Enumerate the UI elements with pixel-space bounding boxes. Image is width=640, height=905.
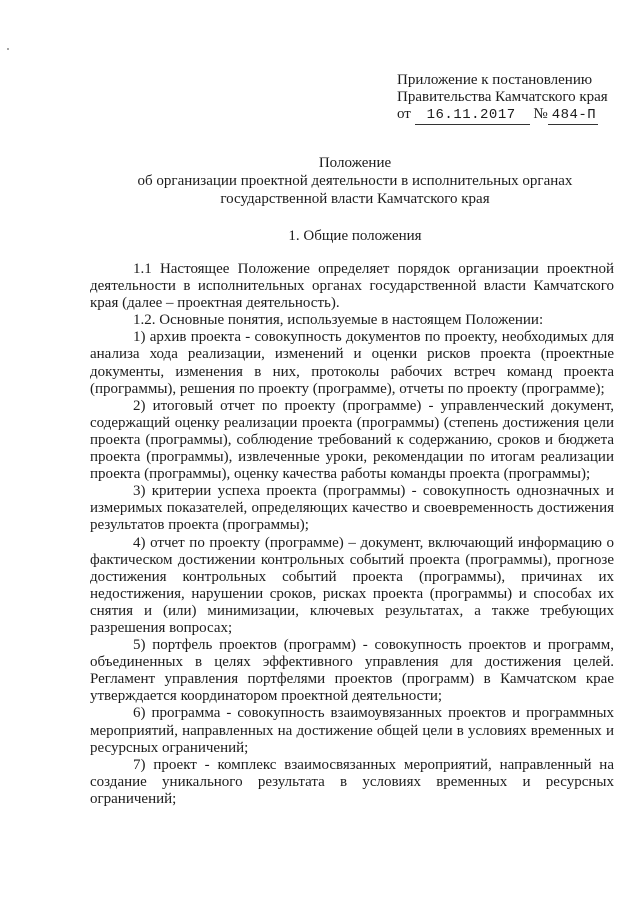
number-prefix: № <box>533 106 548 122</box>
definition-1: 1) архив проекта - совокупность документов по проекту, необходимых для анализа хода реализации, изменений и оценки рисков проекта (проектные документы, изменения в них, протоколы рабочих встреч команд проекта (программы), решения по проекту (программе), отчеты по проекту (программе); <box>90 329 614 397</box>
section-heading: 1. Общие положения <box>288 228 422 244</box>
definition-3: 3) критерии успеха проекта (программы) - совокупность однозначных и измеримых показателей, определяющих качество и своевременность достижения результатов проекта (программы); <box>90 483 614 534</box>
appendix-date-line <box>397 106 627 125</box>
appendix-line-2: Правительства Камчатского края <box>397 89 608 105</box>
paragraph-1-1: 1.1 Настоящее Положение определяет порядок организации проектной деятельности в исполнительных органах государственной власти Камчатского края (далее – проектная деятельность). <box>90 261 614 312</box>
document-body <box>90 261 614 808</box>
title-line-1: Положение <box>318 155 392 171</box>
definition-6: 6) программа - совокупность взаимоувязанных проектов и программных мероприятий, направленных на достижение общей цели в условиях временных и ресурсных ограничений; <box>90 705 614 756</box>
title-line-3: государственной власти Камчатского края <box>220 191 490 207</box>
definition-2: 2) итоговый отчет по проекту (программе) - управленческий документ, содержащий оценку реализации проекта (программы) (степень достижения цели проекта (программы), соблюдение требований к содержанию, сроков и бюджета проекта (программы), извлеченные уроки, рекомендации по итогам реализации проекта (программы), оценку качества работы команды проекта (программы); <box>90 397 614 483</box>
title-line-2: об организации проектной деятельности в исполнительных органах <box>137 173 573 189</box>
scan-speck <box>7 48 9 50</box>
definition-4: 4) отчет по проекту (программе) – документ, включающий информацию о фактическом достижении контрольных событий проекта (программы), прогнозе достижения контрольных событий проекта (программы), причинах их недостижения, нарушении сроков, рисках проекта (программы) и способах их снятия и (или) минимизации, ключевых результатах, а также требующих разрешения вопросах; <box>90 534 614 636</box>
definition-5: 5) портфель проектов (программ) - совокупность проектов и программ, объединенных в целях эффективного управления для достижения целей. Регламент управления портфелями проектов (программ) в Камчатском крае утверждается координатором проектной деятельности; <box>90 637 614 705</box>
document-title <box>90 154 620 208</box>
resolution-date: 16.11.2017 <box>415 107 530 125</box>
resolution-number: 484-П <box>548 107 599 125</box>
definition-7: 7) проект - комплекс взаимосвязанных мероприятий, направленный на создание уникального результата в условиях временных и ресурсных ограничений; <box>90 756 614 807</box>
appendix-header <box>397 72 627 125</box>
from-prefix: от <box>397 106 411 122</box>
appendix-line-1: Приложение к постановлению <box>397 72 593 88</box>
paragraph-1-2: 1.2. Основные понятия, используемые в настоящем Положении: <box>133 312 544 329</box>
